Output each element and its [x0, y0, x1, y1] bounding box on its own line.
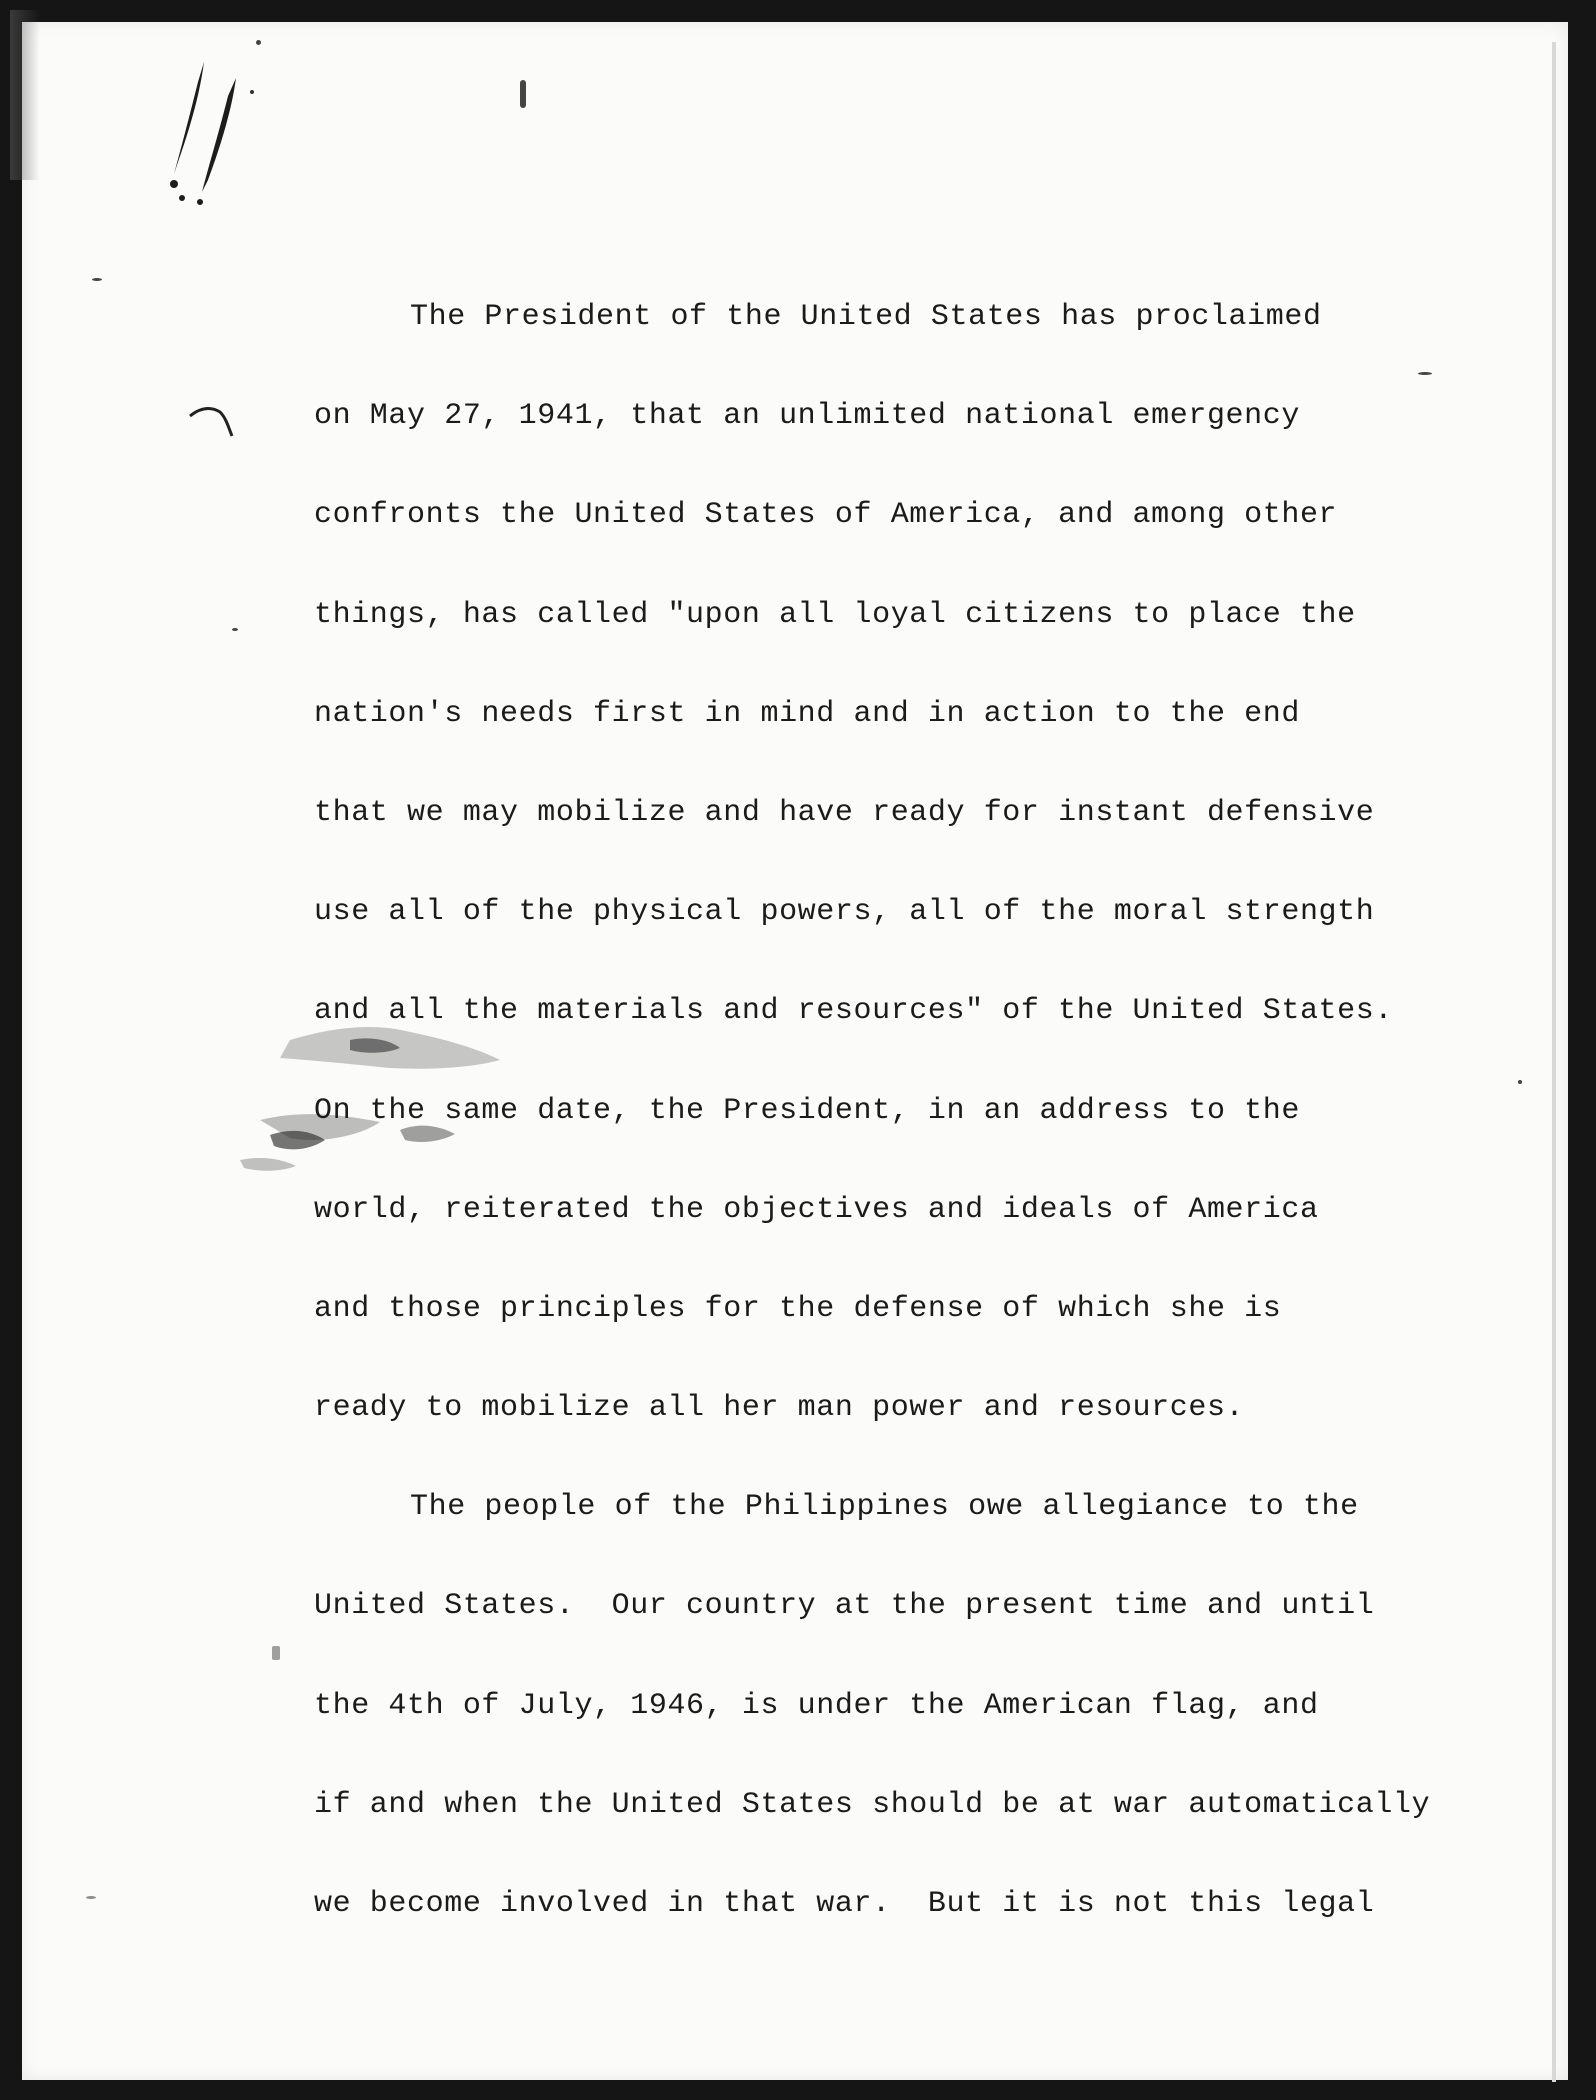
- text-line: ready to mobilize all her man power and resources.: [314, 1391, 1245, 1426]
- text-line: The President of the United States has proclaimed: [410, 300, 1322, 334]
- text-line: on May 27, 1941, that an unlimited national emergency: [314, 399, 1300, 434]
- text-line: The people of the Philippines owe allegiance to the: [410, 1490, 1359, 1525]
- text-line: United States. Our country at the present time and until: [314, 1589, 1375, 1624]
- text-line: nation's needs first in mind and in action to the end: [314, 696, 1300, 731]
- paper-edge: [1552, 42, 1556, 2082]
- text-line: if and when the United States should be at war automatically: [314, 1787, 1431, 1822]
- text-line: On the same date, the President, in an address to the: [314, 1093, 1300, 1128]
- scan-shadow: [10, 10, 40, 180]
- margin-mark: [186, 392, 246, 442]
- text-line: world, reiterated the objectives and ideals of America: [314, 1192, 1319, 1227]
- text-line: use all of the physical powers, all of the moral strength: [314, 895, 1375, 930]
- text-line: things, has called "upon all loyal citizens to place the: [314, 597, 1356, 632]
- document-body: [314, 268, 1494, 1954]
- text-line: confronts the United States of America, and among other: [314, 498, 1338, 533]
- text-line: and those principles for the defense of which she is: [314, 1291, 1282, 1326]
- handwritten-page-mark: [152, 52, 262, 212]
- text-line: that we may mobilize and have ready for instant defensive: [314, 795, 1375, 830]
- text-line: the 4th of July, 1946, is under the American flag, and: [314, 1688, 1319, 1723]
- text-line: we become involved in that war. But it is not this legal: [314, 1887, 1375, 1921]
- text-line: and all the materials and resources" of the United States.: [314, 994, 1393, 1029]
